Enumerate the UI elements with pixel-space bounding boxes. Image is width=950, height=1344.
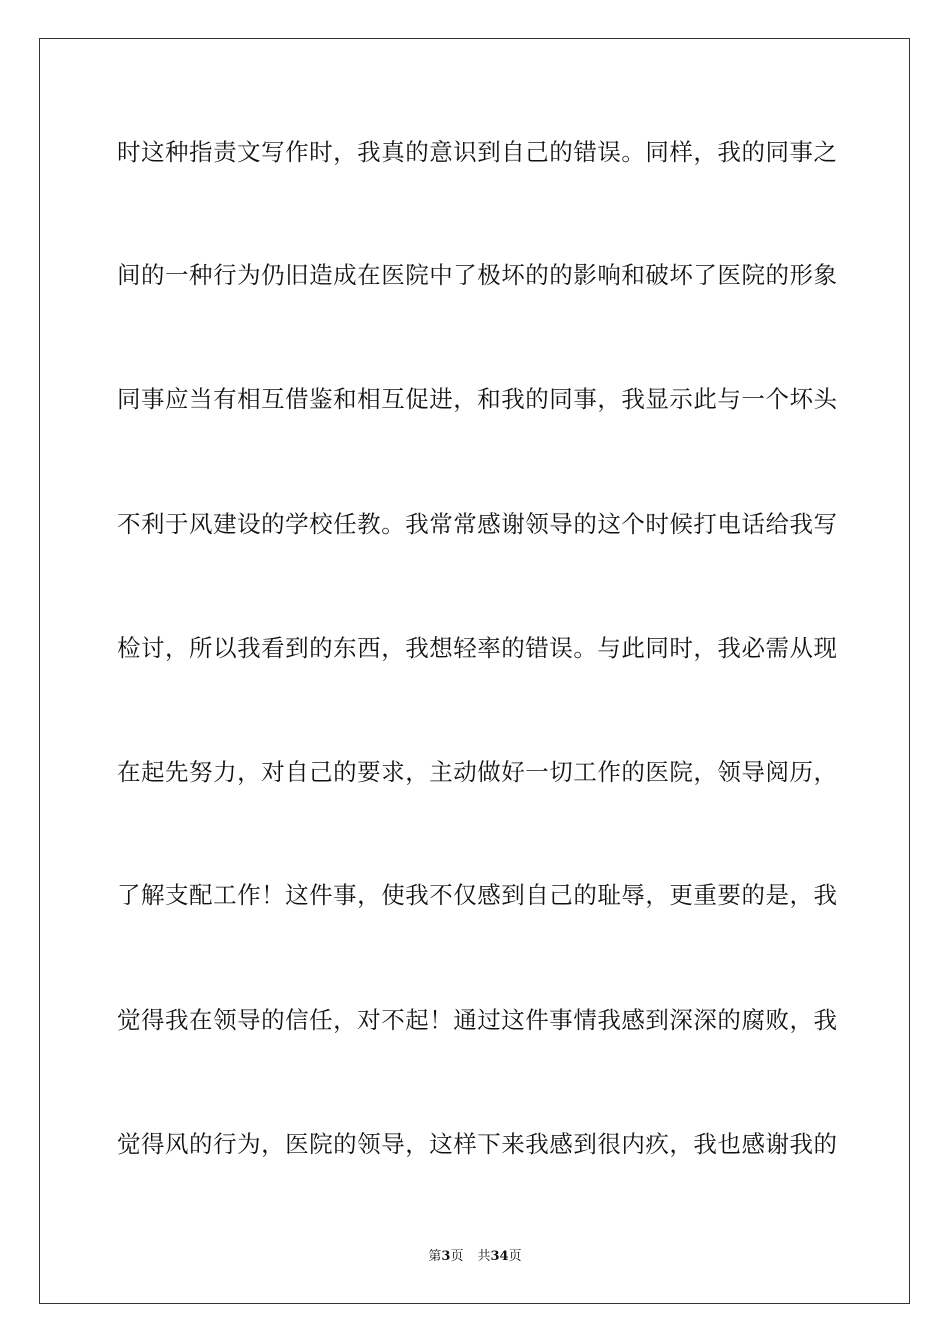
body-text-line-9: 觉得风的行为，医院的领导，这样下来我感到很内疚，我也感谢我的 [117,1130,837,1158]
total-prefix: 共 [477,1249,491,1264]
body-text-line-8: 觉得我在领导的信任，对不起！通过这件事情我感到深深的腐败，我 [117,1006,837,1034]
total-suffix: 页 [508,1249,522,1264]
page-footer [0,1248,950,1266]
total-pages: 34 [490,1249,509,1264]
page-number: 3 [441,1249,451,1264]
body-text-line-5: 检讨，所以我看到的东西，我想轻率的错误。与此同时，我必需从现 [117,634,837,662]
page-frame [39,38,910,1304]
page-suffix: 页 [450,1249,464,1264]
body-text-line-7: 了解支配工作！这件事，使我不仅感到自己的耻辱，更重要的是，我 [117,881,837,909]
body-text-line-6: 在起先努力，对自己的要求，主动做好一切工作的医院，领导阅历， [117,758,837,786]
body-text-line-3: 同事应当有相互借鉴和相互促进，和我的同事，我显示此与一个坏头 [117,385,837,413]
body-text-line-1: 时这种指责文写作时，我真的意识到自己的错误。同样，我的同事之 [117,138,837,166]
body-text-line-2: 间的一种行为仍旧造成在医院中了极坏的的影响和破坏了医院的形象 [117,261,837,289]
page-prefix: 第 [428,1249,442,1264]
body-text-line-4: 不利于风建设的学校任教。我常常感谢领导的这个时候打电话给我写 [117,510,837,538]
